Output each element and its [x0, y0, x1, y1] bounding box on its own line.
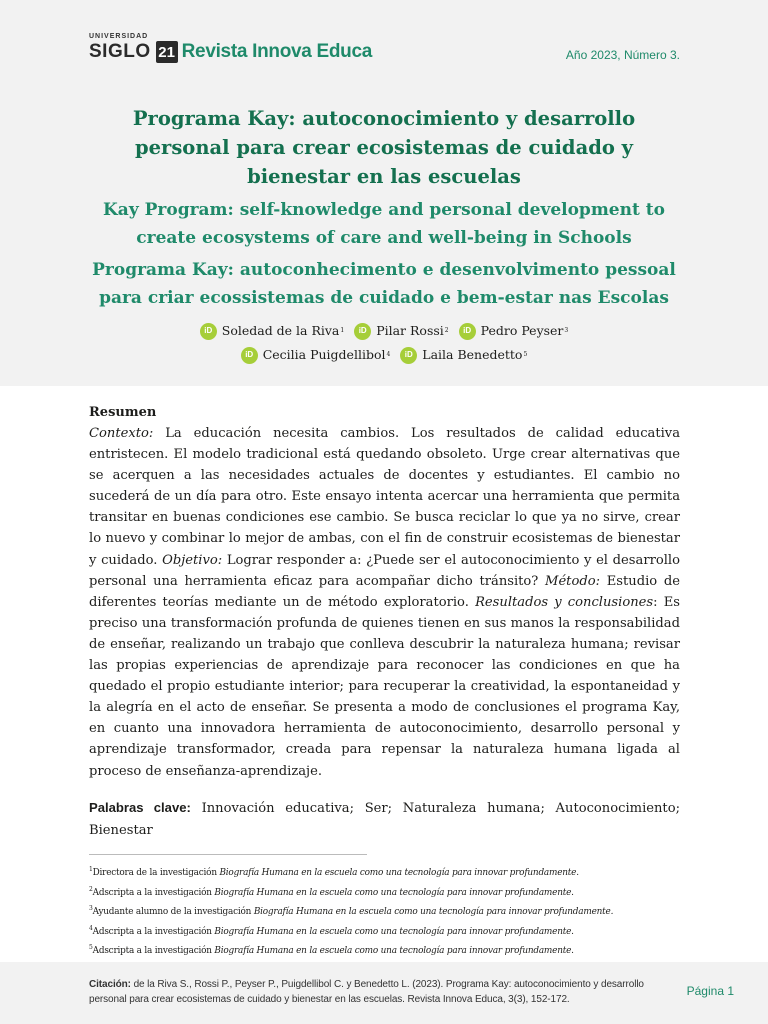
footnote-number: 2: [89, 885, 93, 893]
issue-label: Año 2023, Número 3.: [565, 48, 680, 62]
method-label: Método:: [545, 573, 601, 589]
siglo-wordmark: SIGLO: [89, 41, 151, 62]
footnote-item: [89, 862, 689, 882]
footnote-text: Adscripta a la investigación: [92, 946, 215, 957]
footnote-item: [89, 921, 689, 941]
results-label: Resultados y conclusiones: [475, 594, 654, 610]
footnote-number: 5: [89, 944, 93, 952]
journal-logo[interactable]: [89, 33, 372, 63]
footnote-text: Adscripta a la investigación: [92, 926, 215, 937]
author-item[interactable]: [459, 320, 569, 342]
footnote-item: [89, 882, 689, 902]
orcid-icon[interactable]: iD: [241, 347, 258, 364]
footnotes: [89, 862, 689, 960]
author-footnote-ref: 2: [444, 327, 449, 334]
author-name: Pilar Rossi: [376, 323, 444, 338]
title-english: Kay Program: self-knowledge and personal development to create ecosystems of care and well-being in Schools: [103, 200, 665, 248]
context-text: La educación necesita cambios. Los resultados de calidad educativa entristecen. El modelo tradicional está quedando obsoleto. Urge crear alternativas que se acerquen a las necesidades actuales de docentes y estudiantes. El cambio no sucederá de un día para otro. Este ensayo intenta acercar una herramienta que permita transitar en buenas condiciones ese cambio. Se busca reciclar lo que ya no sirve, crear lo nuevo y combinar lo mejor de ambas, con el fin de construir ecosistemas de bienestar y cuidado.: [89, 426, 680, 568]
footnote-item: [89, 901, 689, 921]
logo-row: [89, 41, 372, 63]
siglo21-badge-icon: 21: [156, 41, 178, 63]
footnote-work: Biografía Humana en la escuela como una tecnología para innovar profundamente.: [214, 946, 574, 957]
results-text: : Es preciso una transformación profunda de quienes tienen en sus manos la responsabilidad de enseñar, realizando un trabajo que conlleva descubrir la naturaleza humana; revisar las propias experiencias de aprendizaje para reconocer las condiciones en que ha quedado el propio estudiante interior; para recuperar la creatividad, la espontaneidad y la alegría en el acto de enseñar. Se presenta a modo de conclusiones el programa Kay, en cuanto una innovadora herramienta de autoconocimiento, desarrollo personal y aprendizaje transformador, creada para repensar la naturaleza humana ligada al proceso de enseñanza-aprendizaje.: [89, 594, 680, 779]
author-item[interactable]: [400, 344, 527, 366]
footnote-text: Directora de la investigación: [92, 867, 220, 878]
footnote-text: Ayudante alumno de la investigación: [92, 907, 254, 918]
author-name: Cecilia Puigdellibol: [262, 347, 386, 362]
footnote-work: Biografía Humana en la escuela como una tecnología para innovar profundamente.: [214, 926, 574, 937]
footnote-work: Biografía Humana en la escuela como una tecnología para innovar profundamente.: [219, 867, 579, 878]
footnote-text: Adscripta a la investigación: [92, 887, 215, 898]
keywords-label: Palabras clave:: [89, 800, 191, 815]
abstract-heading: Resumen: [89, 405, 157, 420]
orcid-icon[interactable]: iD: [354, 323, 371, 340]
orcid-icon[interactable]: iD: [459, 323, 476, 340]
footnote-item: [89, 940, 689, 960]
footnote-number: 4: [89, 924, 93, 932]
author-item[interactable]: [200, 320, 344, 342]
keywords-text: Innovación educativa; Ser; Naturaleza humana; Autoconocimiento; Bienestar: [89, 801, 680, 838]
title-spanish: Programa Kay: autoconocimiento y desarrollo personal para crear ecosistemas de cuidado y bienestar en las escuelas: [132, 107, 636, 188]
citation: [89, 978, 669, 1007]
objective-text: Lograr responder a: ¿Puede ser el autoconocimiento y el desarrollo personal una herramienta eficaz para acompañar dicho tránsito?: [89, 552, 680, 589]
orcid-icon[interactable]: iD: [200, 323, 217, 340]
citation-label: Citación:: [89, 979, 131, 990]
author-footnote-ref: 5: [523, 351, 528, 358]
footnote-work: Biografía Humana en la escuela como una tecnología para innovar profundamente.: [253, 907, 614, 918]
author-name: Soledad de la Riva: [221, 323, 340, 338]
author-list: [88, 318, 680, 366]
footnote-number: 1: [89, 866, 93, 873]
page-number: Página 1: [686, 984, 734, 998]
title-portuguese: Programa Kay: autoconhecimento e desenvolvimento pessoal para criar ecossistemas de cuidado e bem-estar nas Escolas: [92, 260, 676, 308]
keywords: [89, 797, 680, 841]
author-footnote-ref: 1: [340, 327, 345, 334]
author-item[interactable]: [241, 344, 391, 366]
orcid-icon[interactable]: iD: [400, 347, 417, 364]
footnote-work: Biografía Humana en la escuela como una tecnología para innovar profundamente.: [214, 887, 574, 898]
author-footnote-ref: 3: [564, 327, 569, 334]
footnote-number: 3: [89, 905, 93, 913]
method-text: Estudio de diferentes teorías mediante un de método exploratorio.: [89, 573, 680, 610]
context-label: Contexto:: [89, 426, 154, 441]
abstract-section: [89, 403, 680, 782]
university-label: UNIVERSIDAD: [89, 33, 149, 40]
footnote-divider: [89, 854, 367, 855]
author-name: Laila Benedetto: [422, 347, 523, 362]
abstract-body: [89, 423, 680, 782]
objective-label: Objetivo:: [162, 552, 223, 568]
journal-name: Revista Innova Educa: [181, 41, 373, 62]
citation-text: de la Riva S., Rossi P., Peyser P., Puigdellibol C. y Benedetto L. (2023). Programa Kay: autoconocimiento y desarrollo personal para crear ecosistemas de cuidado y bienestar en las escuelas. Revista Innova Educa, 3(3), 152-172.: [89, 979, 644, 1005]
author-item[interactable]: [354, 320, 448, 342]
author-name: Pedro Peyser: [480, 323, 564, 338]
author-footnote-ref: 4: [386, 351, 391, 358]
